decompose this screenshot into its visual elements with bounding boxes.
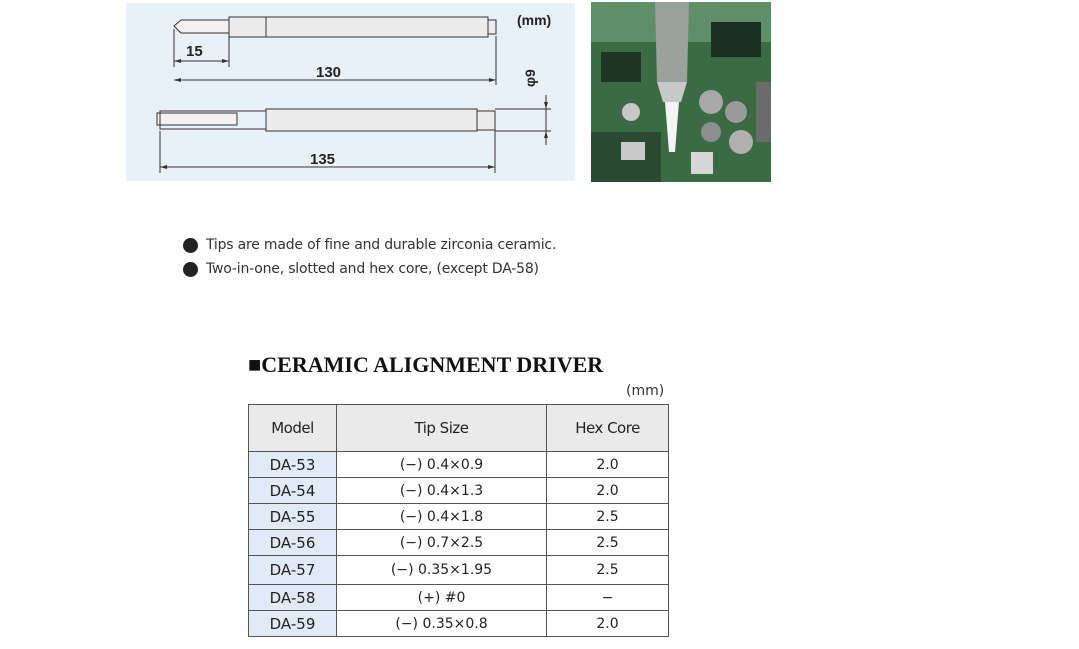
cell-tip-size: (−) 0.4×1.8 [337, 504, 547, 530]
feature-item [183, 257, 556, 281]
cell-tip-size: (−) 0.4×0.9 [337, 452, 547, 478]
table-row [249, 478, 669, 504]
cell-tip-size: (−) 0.35×1.95 [337, 556, 547, 585]
cell-tip-size: (−) 0.7×2.5 [337, 530, 547, 556]
feature-text: Two-in-one, slotted and hex core, (except DA-58) [206, 261, 539, 277]
cell-model: DA-57 [249, 556, 337, 585]
table-row [249, 556, 669, 585]
table-row [249, 585, 669, 611]
cell-hex-core: 2.5 [547, 556, 669, 585]
bullet-icon [183, 262, 198, 277]
cell-tip-size: (+) #0 [337, 585, 547, 611]
feature-item [183, 233, 556, 257]
cell-hex-core: 2.0 [547, 478, 669, 504]
cell-hex-core: 2.0 [547, 452, 669, 478]
table-row [249, 452, 669, 478]
table-row [249, 530, 669, 556]
table-unit-label: (mm) [626, 383, 665, 399]
header-hex-core: Hex Core [547, 405, 669, 452]
diagram-unit-label: (mm) [517, 12, 552, 28]
dim-length-135: 135 [310, 151, 336, 168]
table-title: ■CERAMIC ALIGNMENT DRIVER [248, 352, 604, 377]
cell-hex-core: 2.0 [547, 611, 669, 637]
cell-hex-core: 2.5 [547, 530, 669, 556]
table-row [249, 611, 669, 637]
dimension-diagram [126, 3, 575, 181]
cell-tip-size: (−) 0.35×0.8 [337, 611, 547, 637]
cell-model: DA-53 [249, 452, 337, 478]
cell-hex-core: − [547, 585, 669, 611]
dim-length-130: 130 [316, 64, 342, 81]
cell-model: DA-55 [249, 504, 337, 530]
driver-drawing [126, 3, 575, 181]
cell-hex-core: 2.5 [547, 504, 669, 530]
cell-model: DA-54 [249, 478, 337, 504]
cell-tip-size: (−) 0.4×1.3 [337, 478, 547, 504]
cell-model: DA-58 [249, 585, 337, 611]
table-row [249, 504, 669, 530]
bullet-icon [183, 238, 198, 253]
feature-list [183, 233, 556, 281]
screwdriver-on-circuit-board-photo [591, 2, 771, 182]
dim-tip-length: 15 [186, 43, 203, 60]
product-photo [591, 2, 771, 182]
header-model: Model [249, 405, 337, 452]
cell-model: DA-59 [249, 611, 337, 637]
header-tip-size: Tip Size [337, 405, 547, 452]
dim-diameter: φ9 [522, 69, 538, 87]
table-header-row [249, 405, 669, 452]
spec-table [248, 404, 669, 637]
feature-text: Tips are made of fine and durable zirconia ceramic. [206, 237, 557, 253]
cell-model: DA-56 [249, 530, 337, 556]
